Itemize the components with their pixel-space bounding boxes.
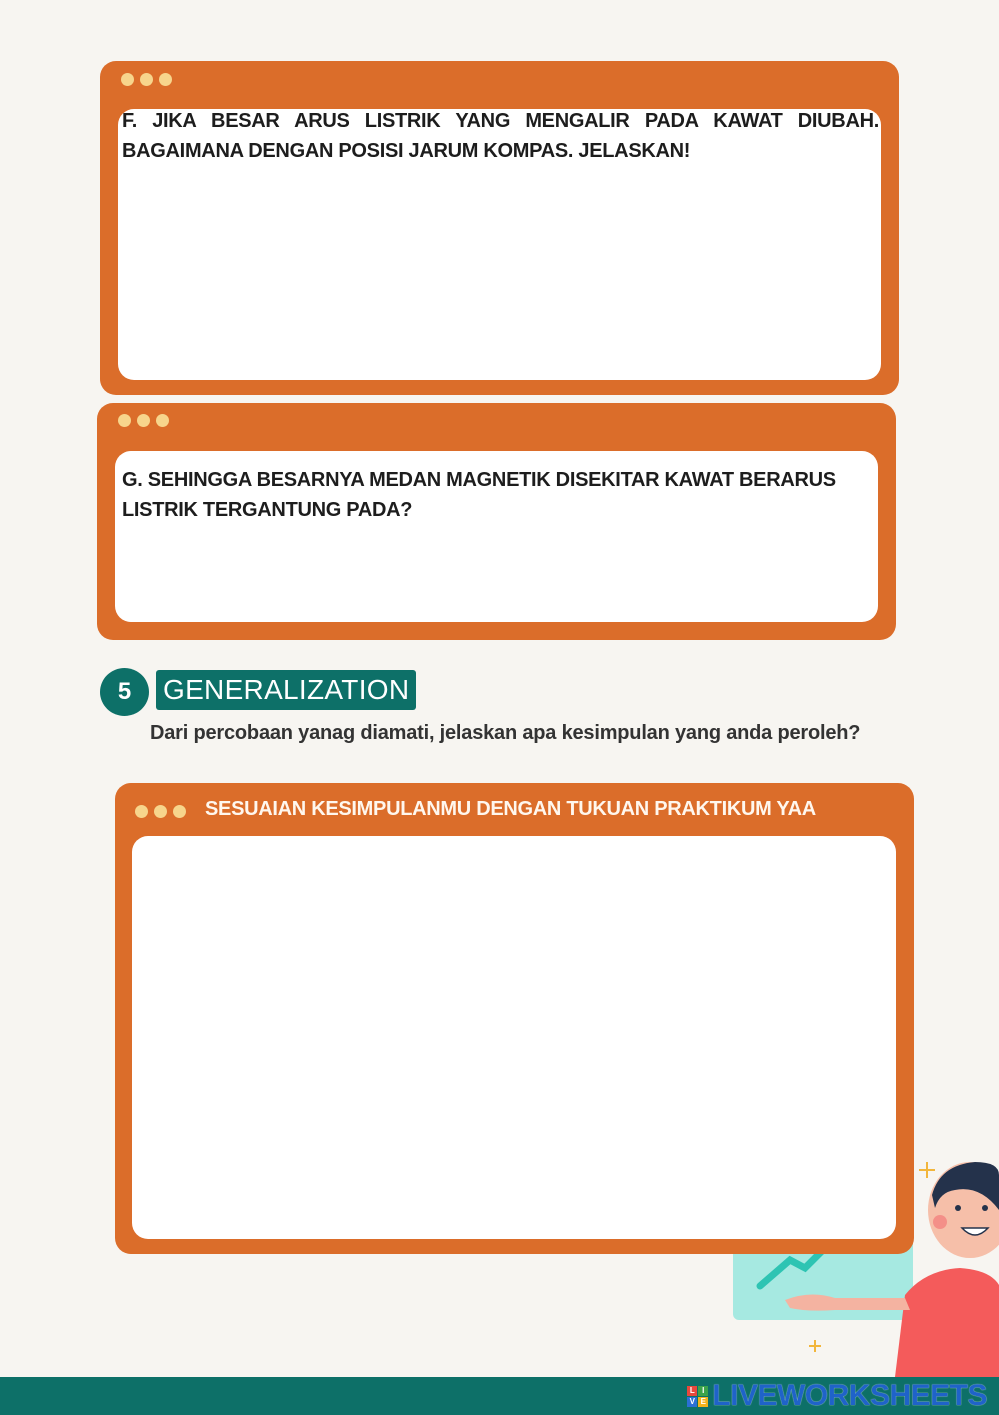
window-dots-icon [121, 73, 172, 86]
conclusion-card [115, 783, 914, 1254]
logo-letter: L [687, 1386, 697, 1396]
logo-letter: V [687, 1397, 697, 1407]
conclusion-header: SESUAIAN KESIMPULANMU DENGAN TUKUAN PRAKTIKUM YAA [205, 798, 816, 820]
logo-letter: E [698, 1397, 708, 1407]
liveworksheets-logo-icon [687, 1386, 708, 1407]
question-f-answer-field[interactable] [124, 177, 876, 371]
sparkle-icon [809, 1340, 821, 1352]
question-f-panel [118, 109, 881, 380]
window-dots-icon [135, 805, 186, 818]
section-title: GENERALIZATION [156, 670, 416, 710]
conclusion-answer-field[interactable] [144, 848, 888, 1230]
brand-logo[interactable] [687, 1377, 987, 1415]
brand-text: LIVEWORKSHEETS [712, 1379, 987, 1412]
sparkle-icon [919, 1162, 935, 1178]
question-g-panel [115, 451, 878, 622]
question-g-answer-field[interactable] [123, 533, 872, 617]
window-dots-icon [118, 414, 169, 427]
question-f-text: F. JIKA BESAR ARUS LISTRIK YANG MENGALIR PADA KAWAT DIUBAH. BAGAIMANA DENGAN POSISI JARUM KOMPAS. JELASKAN! [122, 110, 879, 162]
conclusion-panel [132, 836, 896, 1239]
question-f-card [100, 61, 899, 395]
logo-letter: I [698, 1386, 708, 1396]
section-number-badge: 5 [100, 668, 149, 716]
question-g-text: G. SEHINGGA BESARNYA MEDAN MAGNETIK DISEKITAR KAWAT BERARUS LISTRIK TERGANTUNG PADA? [122, 469, 836, 521]
question-g-card [97, 403, 896, 640]
section-instruction: Dari percobaan yanag diamati, jelaskan apa kesimpulan yang anda peroleh? [150, 722, 861, 744]
